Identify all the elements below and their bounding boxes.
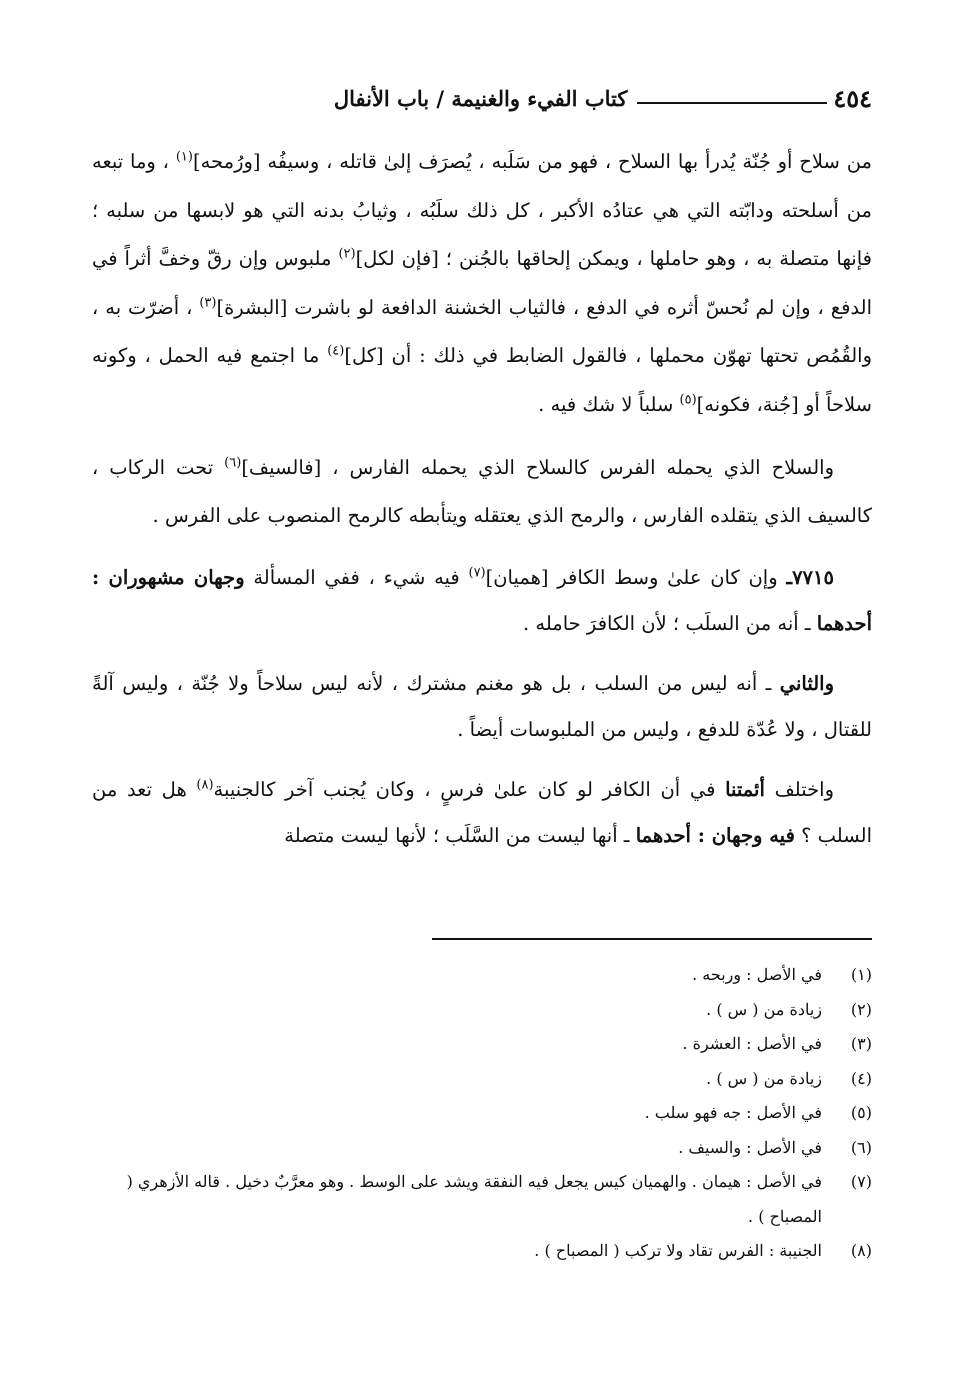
text-run: في أن الكافر لو كان علىٰ فرسٍ ، وكان يُجنب آخر كالجنيبة	[213, 777, 726, 801]
footnote-item	[92, 1234, 872, 1269]
footnote-ref-7[interactable]: (٧)	[468, 565, 486, 581]
footnote-number: (٤)	[850, 1068, 872, 1088]
text-run: فيه شيء ، ففي المسألة	[244, 565, 469, 589]
footnote-item	[92, 1096, 872, 1131]
footnote-number: (٢)	[850, 999, 872, 1019]
footnote-item	[92, 993, 872, 1028]
footnote-number: (٨)	[850, 1241, 872, 1260]
footnote-item	[92, 958, 872, 993]
footnote-text: في الأصل : وربحه .	[692, 965, 822, 984]
text-run: ـ أنه من السلَب ؛ لأن الكافرَ حامله .	[522, 611, 817, 635]
footnote-text: زيادة من ( س ) .	[706, 999, 822, 1019]
footnote-ref-4[interactable]: (٤)	[327, 343, 345, 359]
paragraph-3	[92, 555, 872, 647]
bold-text: فيه وجهان : أحدهما	[635, 823, 795, 847]
text-run: ما اجتمع فيه الحمل ، وكونه سلاحاً أو [جُنة، فكونه]	[92, 344, 872, 416]
bold-text: والثاني	[779, 671, 834, 695]
text-run: والسلاح الذي يحمله الفرس كالسلاح الذي يحمله الفارس ، [فالسيف]	[241, 455, 834, 479]
text-run: ملبوس وإن رقّ وخفَّ أثراً في الدفع ، وإن لم نُحسّ أثره في الدفع ، فالثياب الخشنة الدافعة لو باشرت [البشرة]	[92, 247, 872, 319]
footnote-item	[92, 1062, 872, 1097]
header-rule	[637, 102, 827, 104]
issue-number: ٧٧١٥ـ	[786, 565, 834, 589]
text-run: وإن كان علىٰ وسط الكافر [هميان]	[485, 565, 787, 589]
bold-text: وجهان مشهوران : أحدهما	[92, 565, 872, 635]
footnote-text: في الأصل : والسيف .	[678, 1137, 822, 1157]
page-number: ٤٥٤	[833, 83, 872, 113]
footnote-separator	[432, 938, 872, 940]
main-text	[92, 138, 872, 873]
footnote-number: (١)	[850, 965, 872, 984]
footnote-text: في الأصل : هيمان . والهميان كيس يجعل فيه النفقة ويشد على الوسط . وهو معرَّبٌ دخيل . قاله الأزهري ( المصباح ) .	[126, 1172, 822, 1226]
text-run: سلباً لا شك فيه .	[538, 392, 680, 416]
footnote-number: (٣)	[850, 1034, 872, 1053]
footnote-text: في الأصل : العشرة .	[682, 1034, 822, 1053]
paragraph-2	[92, 444, 872, 541]
footnote-number: (٦)	[850, 1137, 872, 1157]
footnote-item	[92, 1027, 872, 1062]
footnote-ref-6[interactable]: (٦)	[224, 455, 242, 471]
page-header	[92, 78, 872, 118]
footnote-ref-1[interactable]: (١)	[175, 149, 193, 165]
running-title: كتاب الفيء والغنيمة / باب الأنفال	[333, 85, 628, 111]
footnote-number: (٧)	[850, 1172, 872, 1191]
paragraph-4	[92, 661, 872, 753]
text-run: هل تعد من السلب ؟	[92, 777, 872, 847]
text-run: ، وما تبعه من أسلحته ودابّته التي هي عتادُه الأكبر ، كل ذلك سلَبُه ، وثيابُ بدنه التي هو لابسها من سلبه ؛ فإنها متصلة به ، وهو حاملها ، ويمكن إلحاقها بالجُنن ؛ [فإن لكل]	[92, 150, 873, 271]
footnote-text: زيادة من ( س ) .	[706, 1068, 822, 1088]
text-run: ، أضرّت به ، والقُمُص تحتها تهوّن محملها ، فالقول الضابط في ذلك : أن [كل]	[92, 295, 873, 368]
text-run: واختلف	[764, 777, 834, 801]
footnote-item	[92, 1165, 872, 1234]
text-run: من سلاح أو جُنّة يُدرأ بها السلاح ، فهو من سَلَبه ، يُصرَف إلىٰ قاتله ، وسيفُه [ورُمحه]	[192, 150, 872, 173]
footnote-number: (٥)	[850, 1103, 872, 1122]
text-run: ـ أنه ليس من السلب ، بل هو مغنم مشترك ، لأنه ليس سلاحاً ولا جُنّة ، وليس آلةً للقتال ، ولا عُدّة للدفع ، وليس من الملبوسات أيضاً .	[92, 671, 872, 741]
footnotes	[92, 958, 872, 1269]
footnote-item	[92, 1131, 872, 1166]
text-run: تحت الركاب ، كالسيف الذي يتقلده الفارس ، والرمح الذي يعتقله ويتأبطه كالرمح المنصوب على الفرس .	[92, 455, 872, 528]
paragraph-1	[92, 138, 872, 430]
footnote-text: الجنيبة : الفرس تقاد ولا تركب ( المصباح ) .	[534, 1241, 822, 1260]
bold-text: أئمتنا	[725, 777, 765, 801]
footnote-ref-2[interactable]: (٢)	[338, 246, 356, 262]
footnote-text: في الأصل : جه فهو سلب .	[644, 1103, 822, 1122]
text-run: ـ أنها ليست من السَّلَب ؛ لأنها ليست متصلة	[284, 823, 636, 847]
paragraph-5	[92, 767, 872, 859]
footnote-ref-5[interactable]: (٥)	[679, 392, 697, 408]
footnote-ref-8[interactable]: (٨)	[196, 777, 214, 793]
footnote-ref-3[interactable]: (٣)	[199, 295, 217, 311]
